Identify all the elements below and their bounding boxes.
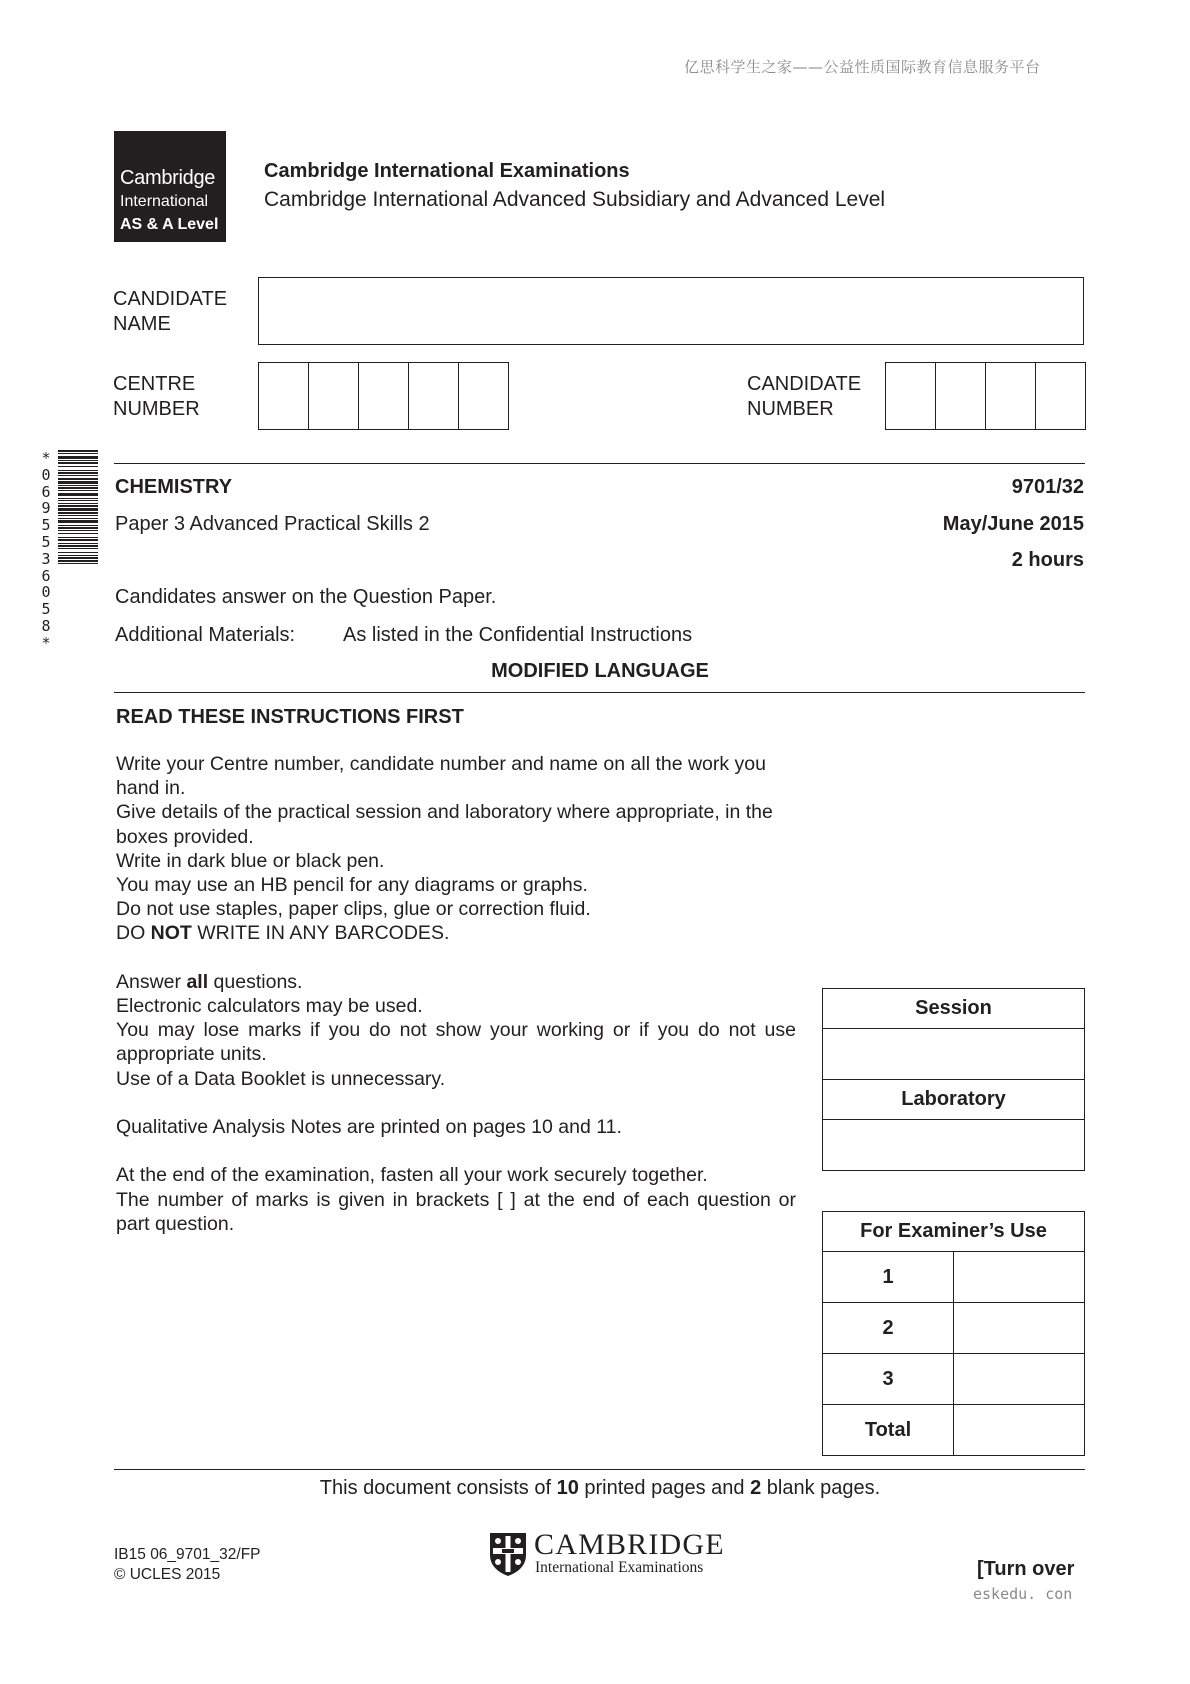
barcode-bar [58,475,98,476]
barcode-bar [58,520,98,523]
barcode-bar [58,512,98,514]
total-label: Total [823,1405,954,1456]
barcode-bar [58,555,98,556]
question-number: 1 [823,1252,954,1303]
barcode-bar [58,490,98,491]
digit-box[interactable] [409,363,459,429]
divider [114,1469,1085,1470]
mark-field[interactable] [954,1303,1085,1354]
divider [114,692,1085,693]
session-field[interactable] [823,1029,1085,1080]
materials-label: Additional Materials: [115,624,296,646]
digit-box[interactable] [936,363,986,429]
barcode-bar [58,530,98,531]
logo-line1: Cambridge [120,167,216,189]
barcode-bar [58,557,98,559]
barcode-bar [58,485,98,486]
cambridge-logo [114,131,226,242]
barcode-bar [58,481,98,484]
barcode-bar [58,472,98,474]
barcode [58,450,98,678]
examiner-title: For Examiner’s Use [823,1212,1085,1252]
mark-field[interactable] [954,1354,1085,1405]
barcode-bar [58,503,98,504]
digit-box[interactable] [309,363,359,429]
barcode-bar [58,470,98,471]
modified-language: MODIFIED LANGUAGE [491,660,709,682]
session-laboratory-table [822,988,1085,1171]
barcode-bar [58,453,98,454]
barcode-bar [58,508,98,511]
mark-field[interactable] [954,1252,1085,1303]
barcode-number: * 0 6 9 5 5 3 6 0 5 8 * [41,449,51,652]
barcode-bar [58,533,98,534]
candidate-name-field[interactable] [258,277,1084,345]
header-title: Cambridge International Examinations [264,160,630,182]
barcode-bar [58,466,98,467]
candidate-number-field[interactable] [885,362,1086,430]
digit-box[interactable] [259,363,309,429]
watermark-bottom: eskedu. con [973,1585,1073,1603]
barcode-bar [58,552,98,553]
session-label: Session [823,989,1085,1029]
barcode-bar [58,493,98,496]
digit-box[interactable] [886,363,936,429]
digit-box[interactable] [459,363,508,429]
duration: 2 hours [1011,549,1084,571]
barcode-bar [58,460,98,461]
question-number: 3 [823,1354,954,1405]
cambridge-wordmark: CAMBRIDGE [534,1528,725,1561]
laboratory-field[interactable] [823,1120,1085,1171]
barcode-bar [58,525,98,526]
examiner-use-table [822,1211,1085,1456]
barcode-bar [58,518,98,519]
barcode-bar [58,539,98,541]
digit-box[interactable] [986,363,1036,429]
document-reference: IB15 06_9701_32/FP © UCLES 2015 [114,1546,261,1583]
barcode-bar [58,456,98,459]
barcode-bar [58,450,98,452]
cambridge-wordmark-sub: International Examinations [535,1559,704,1576]
barcode-bar [58,500,98,501]
barcode-bar [58,545,98,547]
paper-code: 9701/32 [1011,476,1084,498]
exam-session: May/June 2015 [942,513,1084,535]
barcode-bar [58,498,98,499]
barcode-bar [58,537,98,538]
header-subtitle: Cambridge International Advanced Subsidiary and Advanced Level [264,188,886,211]
answer-instruction: Candidates answer on the Question Paper. [115,586,497,608]
candidate-name-label: CANDIDATE NAME [113,288,228,335]
subject: CHEMISTRY [115,476,233,498]
barcode-bar [58,543,98,544]
barcode-bar [58,515,98,516]
question-number: 2 [823,1303,954,1354]
logo-line3: AS & A Level [120,216,219,233]
page-count-note: This document consists of 10 printed pages and 2 blank pages. [319,1477,881,1499]
divider [114,463,1085,464]
cambridge-crest-icon [488,1531,528,1577]
logo-line2: International [120,193,209,210]
barcode-bar [58,462,98,464]
barcode-bar [58,487,98,489]
instructions-heading: READ THESE INSTRUCTIONS FIRST [116,706,464,728]
laboratory-label: Laboratory [823,1080,1085,1120]
barcode-bar [58,478,98,480]
candidate-number-label: CANDIDATE NUMBER [747,373,862,420]
barcode-bar [58,505,98,507]
digit-box[interactable] [359,363,409,429]
centre-number-label: CENTRE NUMBER [113,373,200,420]
barcode-bar [58,548,98,549]
barcode-bar [58,563,98,564]
digit-box[interactable] [1036,363,1085,429]
instructions-body: Write your Centre number, candidate number and name on all the work you hand in. Give details of the practical session and laboratory where appropriate, in the boxes provided. Write in dark blue or black pen. You may use an HB pencil for any diagrams or graphs. Do not use staples, paper clips, glue or correction fluid. DO NOT WRITE IN ANY BARCODES. Answer all questions. Electronic calculators may be used. You may lose marks if you do not show your working or if you do not use appropriate units. Use of a Data Booklet is unnecessary. Qualitative Analysis Notes are printed on pages 10 and 11. At the end of the examination, fasten all your work securely together. The number of marks is given in brackets [ ] at the end of each question or part question. [116,753,796,1235]
watermark-top: 亿思科学生之家——公益性质国际教育信息服务平台 [684,58,1041,76]
paper-name: Paper 3 Advanced Practical Skills 2 [115,513,430,535]
centre-number-field[interactable] [258,362,509,430]
materials-value: As listed in the Confidential Instructions [343,624,693,646]
turn-over: [Turn over [977,1558,1075,1580]
barcode-bar [58,527,98,529]
total-field[interactable] [954,1405,1085,1456]
barcode-bar [58,560,98,562]
